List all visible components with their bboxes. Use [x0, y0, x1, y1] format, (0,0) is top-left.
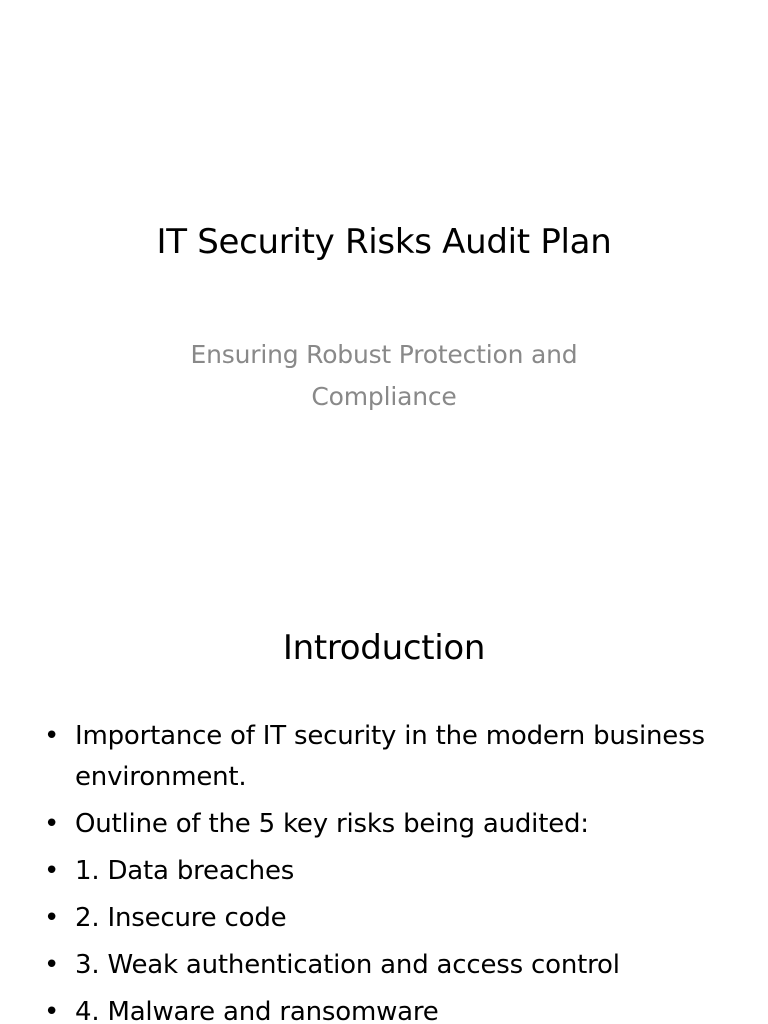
- bullet-icon: •: [44, 721, 60, 751]
- bullet-text: 3. Weak authentication and access control: [75, 950, 620, 980]
- slide-title: IT Security Risks Audit Plan: [156, 222, 612, 262]
- bullet-text: Outline of the 5 key risks being audited:: [75, 809, 589, 839]
- bullet-text: 4. Malware and ransomware: [75, 997, 439, 1024]
- bullet-list: [0, 716, 768, 1024]
- bullet-item: [0, 804, 768, 845]
- bullet-item: [0, 716, 768, 798]
- bullet-item: [0, 898, 768, 939]
- bullet-item: [0, 945, 768, 986]
- bullet-item: [0, 992, 768, 1024]
- bullet-icon: •: [44, 903, 60, 933]
- bullet-icon: •: [44, 856, 60, 886]
- slide-subtitle: Ensuring Robust Protection and Compliance: [190, 340, 578, 411]
- bullet-text: 1. Data breaches: [75, 856, 295, 886]
- bullet-icon: •: [44, 809, 60, 839]
- bullet-text: 2. Insecure code: [75, 903, 287, 933]
- introduction-slide: [0, 576, 768, 1024]
- slide-title: Introduction: [282, 628, 486, 668]
- bullet-item: [0, 851, 768, 892]
- bullet-icon: •: [44, 950, 60, 980]
- bullet-text: Importance of IT security in the modern business environment.: [75, 721, 705, 792]
- bullet-icon: •: [44, 997, 60, 1024]
